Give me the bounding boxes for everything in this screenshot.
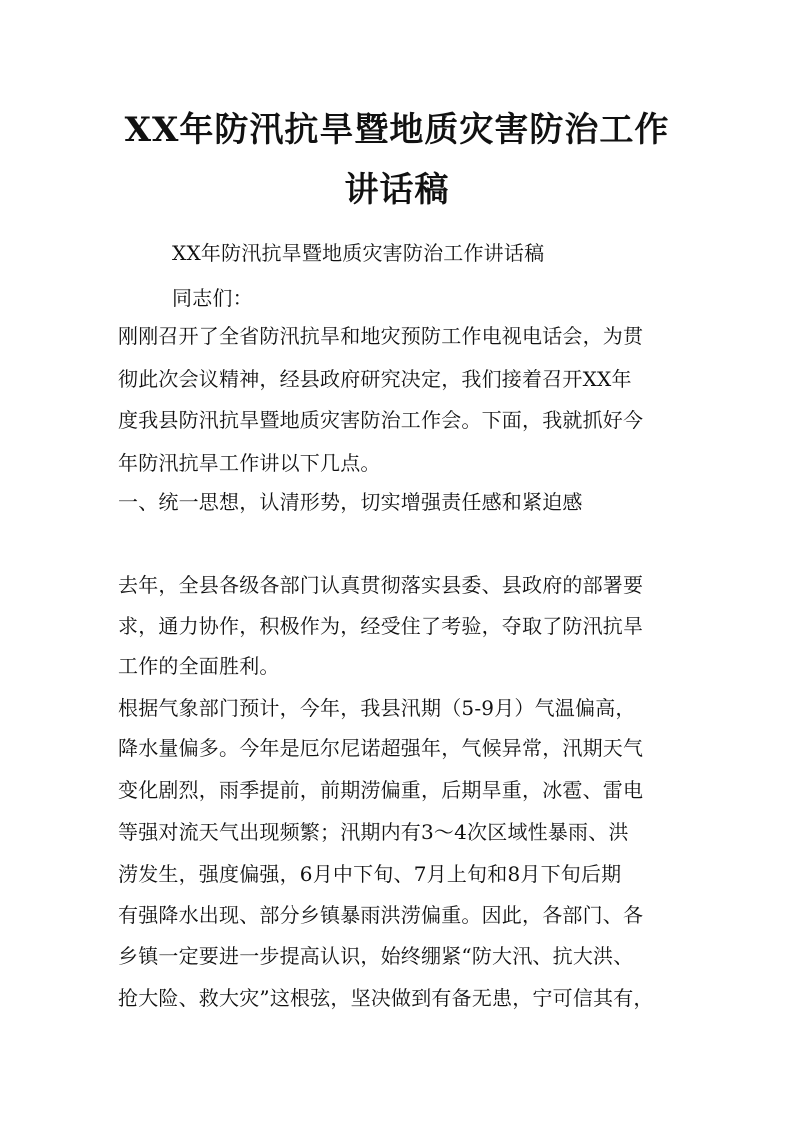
body-line: 等强对流天气出现频繁；汛期内有3～4次区域性暴雨、洪 [118,820,629,844]
body-line: 根据气象部门预计，今年，我县汛期（5-9月）气温偏高， [118,696,636,720]
section-heading: 一、统一思想，认清形势，切实增强责任感和紧迫感 [118,490,583,514]
document-title-line-1: XX年防汛抗旱暨地质灾害防治工作 [124,110,670,150]
body-line: 涝发生，强度偏强，6月中下旬、7月上旬和8月下旬后期 [118,862,622,886]
body-line: 度我县防汛抗旱暨地质灾害防治工作会。下面，我就抓好今 [118,408,644,432]
body-line: 有强降水出现、部分乡镇暴雨洪涝偏重。因此，各部门、各 [118,903,644,927]
document-subtitle: XX年防汛抗旱暨地质灾害防治工作讲话稿 [172,241,545,265]
body-line: 变化剧烈，雨季提前，前期涝偏重，后期旱重，冰雹、雷电 [118,778,644,802]
body-line: 降水量偏多。今年是厄尔尼诺超强年，气候异常，汛期天气 [118,736,644,760]
body-line: 工作的全面胜利。 [118,654,280,678]
body-line: 年防汛抗旱工作讲以下几点。 [118,451,381,475]
body-line: 抢大险、救大灾”这根弦，坚决做到有备无患，宁可信其有， [118,986,654,1010]
document-title-line-2: 讲话稿 [344,170,450,210]
body-line: 彻此次会议精神，经县政府研究决定，我们接着召开XX年 [118,367,632,391]
body-line: 求，通力协作，积极作为，经受住了考验，夺取了防汛抗旱 [118,614,644,638]
body-line: 去年，全县各级各部门认真贯彻落实县委、县政府的部署要 [118,573,644,597]
body-line: 乡镇一定要进一步提高认识，始终绷紧“防大汛、抗大洪、 [118,944,634,968]
body-line: 刚刚召开了全省防汛抗旱和地灾预防工作电视电话会，为贯 [118,324,644,348]
salutation: 同志们： [172,286,253,310]
